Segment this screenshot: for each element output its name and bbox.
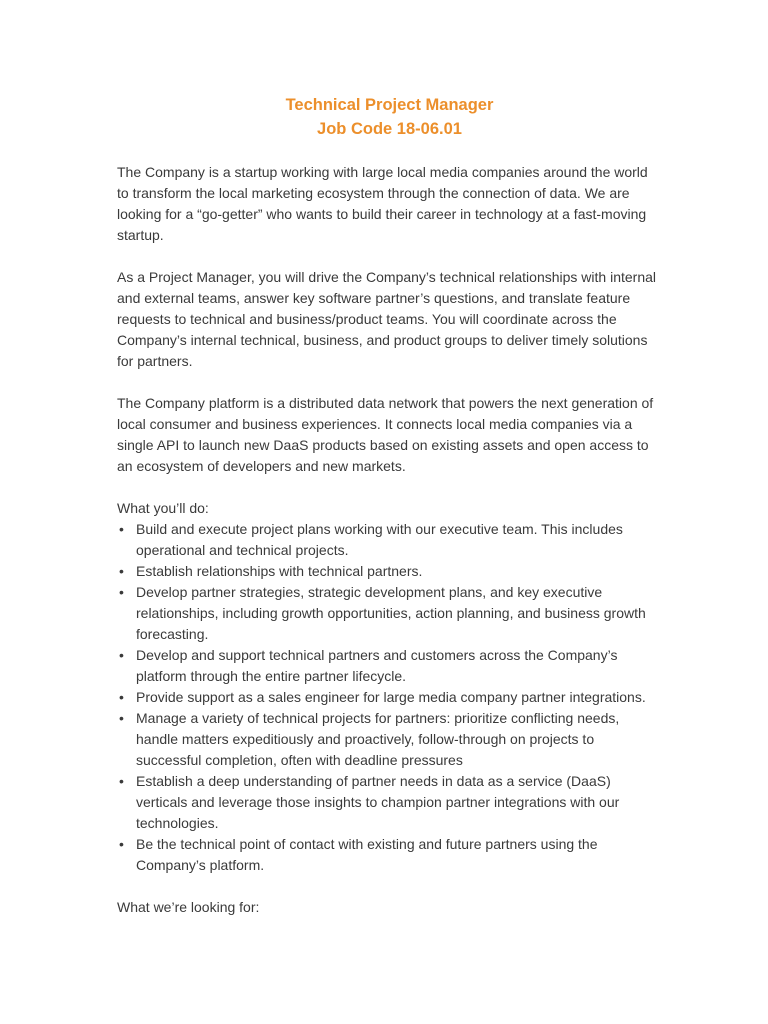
bullet-icon: • bbox=[119, 689, 124, 705]
bullet-icon: • bbox=[119, 836, 124, 852]
list-item-text: Provide support as a sales engineer for large media company partner integrations. bbox=[136, 689, 646, 705]
spacer bbox=[117, 477, 662, 498]
list-item bbox=[117, 645, 662, 687]
spacer bbox=[117, 246, 662, 267]
list-item-text: Establish relationships with technical partners. bbox=[136, 563, 423, 579]
list-item bbox=[117, 771, 662, 834]
bullet-icon: • bbox=[119, 773, 124, 789]
platform-paragraph: The Company platform is a distributed data network that powers the next generation of local consumer and business experiences. It connects local media companies via a single API to launch new DaaS products based on existing assets and open access to an ecosystem of developers and new markets. bbox=[117, 395, 654, 474]
bullet-icon: • bbox=[119, 584, 124, 600]
spacer bbox=[117, 141, 662, 162]
section-heading-what-youll-do: What you’ll do: bbox=[117, 500, 209, 516]
list-item bbox=[117, 834, 662, 876]
spacer bbox=[117, 372, 662, 393]
list-item-text: Develop and support technical partners and customers across the Company’s platform through the entire partner lifecycle. bbox=[136, 647, 618, 684]
list-item bbox=[117, 708, 662, 771]
list-item bbox=[117, 582, 662, 645]
list-item-text: Be the technical point of contact with existing and future partners using the Company’s platform. bbox=[136, 836, 598, 873]
intro-paragraph: The Company is a startup working with large local media companies around the world to transform the local marketing ecosystem through the connection of data. We are looking for a “go-getter” who wants to build their career in technology at a fast-moving startup. bbox=[117, 164, 648, 243]
list-item-text: Manage a variety of technical projects for partners: prioritize conflicting needs, handle matters expeditiously and proactively, follow-through on projects to successful completion, often with deadline pressures bbox=[136, 710, 620, 768]
spacer bbox=[117, 876, 662, 897]
list-item bbox=[117, 687, 662, 708]
list-item-text: Build and execute project plans working with our executive team. This includes operational and technical projects. bbox=[136, 521, 623, 558]
bullet-icon: • bbox=[119, 710, 124, 726]
job-code: Job Code 18-06.01 bbox=[317, 120, 462, 138]
list-item bbox=[117, 561, 662, 582]
role-paragraph: As a Project Manager, you will drive the Company’s technical relationships with internal and external teams, answer key software partner’s questions, and translate feature requests to technical and business/product teams. You will coordinate across the Company’s internal technical, business, and product groups to deliver timely solutions for partners. bbox=[117, 269, 657, 369]
bullet-icon: • bbox=[119, 563, 124, 579]
responsibilities-list bbox=[117, 519, 662, 876]
list-item-text: Develop partner strategies, strategic development plans, and key executive relationships, including growth opportunities, action planning, and business growth forecasting. bbox=[136, 584, 646, 642]
list-item-text: Establish a deep understanding of partner needs in data as a service (DaaS) verticals and leverage those insights to champion partner integrations with our technologies. bbox=[136, 773, 620, 831]
job-title: Technical Project Manager bbox=[285, 96, 494, 114]
list-item bbox=[117, 519, 662, 561]
document-page bbox=[117, 93, 662, 918]
bullet-icon: • bbox=[119, 521, 124, 537]
section-heading-what-were-looking-for: What we’re looking for: bbox=[117, 899, 260, 915]
bullet-icon: • bbox=[119, 647, 124, 663]
